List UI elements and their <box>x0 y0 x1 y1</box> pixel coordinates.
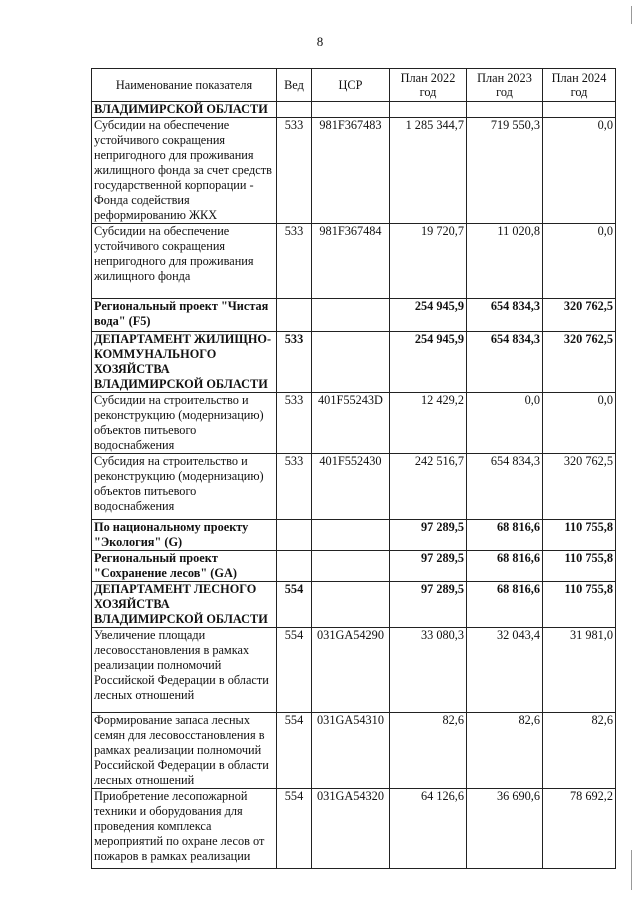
table-row <box>92 102 616 118</box>
cell-name: ВЛАДИМИРСКОЙ ОБЛАСТИ <box>92 102 277 118</box>
cell-plan-2024: 31 981,0 <box>543 628 616 713</box>
cell-plan-2022: 97 289,5 <box>390 582 467 628</box>
cell-plan-2024: 0,0 <box>543 118 616 224</box>
table-row <box>92 582 616 628</box>
cell-csr: 401F552430 <box>312 454 390 520</box>
cell-plan-2024: 320 762,5 <box>543 332 616 393</box>
header-ved: Вед <box>277 69 312 102</box>
table-row <box>92 454 616 520</box>
header-plan-2023: План 2023 год <box>467 69 543 102</box>
table-row <box>92 713 616 789</box>
cell-plan-2022: 254 945,9 <box>390 299 467 332</box>
table-row <box>92 789 616 869</box>
cell-plan-2023: 68 816,6 <box>467 551 543 582</box>
cell-csr: 981F367483 <box>312 118 390 224</box>
cell-plan-2022: 33 080,3 <box>390 628 467 713</box>
cell-ved: 533 <box>277 118 312 224</box>
table-row <box>92 118 616 224</box>
cell-plan-2024: 320 762,5 <box>543 454 616 520</box>
header-csr: ЦСР <box>312 69 390 102</box>
cell-csr: 981F367484 <box>312 224 390 299</box>
cell-plan-2023: 32 043,4 <box>467 628 543 713</box>
cell-ved <box>277 102 312 118</box>
cell-plan-2023: 68 816,6 <box>467 520 543 551</box>
cell-plan-2024: 110 755,8 <box>543 520 616 551</box>
cell-plan-2022 <box>390 102 467 118</box>
cell-plan-2024: 0,0 <box>543 224 616 299</box>
cell-ved: 533 <box>277 332 312 393</box>
cell-ved: 533 <box>277 393 312 454</box>
cell-ved: 554 <box>277 713 312 789</box>
table-row <box>92 520 616 551</box>
cell-ved: 533 <box>277 454 312 520</box>
cell-csr: 031GA54320 <box>312 789 390 869</box>
cell-name: По национальному проекту "Экология" (G) <box>92 520 277 551</box>
cell-csr <box>312 102 390 118</box>
cell-plan-2022: 1 285 344,7 <box>390 118 467 224</box>
cell-name: Региональный проект "Сохранение лесов" (GA) <box>92 551 277 582</box>
cell-csr <box>312 332 390 393</box>
cell-plan-2023: 68 816,6 <box>467 582 543 628</box>
cell-plan-2024: 0,0 <box>543 393 616 454</box>
table-body <box>92 102 616 869</box>
cell-name: Субсидии на обеспечение устойчивого сокращения непригодного для проживания жилищного фонда <box>92 224 277 299</box>
cell-plan-2023: 654 834,3 <box>467 454 543 520</box>
cell-csr: 401F55243D <box>312 393 390 454</box>
scan-edge-mark <box>631 850 632 890</box>
cell-plan-2024: 78 692,2 <box>543 789 616 869</box>
table-row <box>92 299 616 332</box>
header-name: Наименование показателя <box>92 69 277 102</box>
cell-plan-2024: 110 755,8 <box>543 551 616 582</box>
cell-plan-2024: 82,6 <box>543 713 616 789</box>
cell-name: ДЕПАРТАМЕНТ ЛЕСНОГО ХОЗЯЙСТВА ВЛАДИМИРСКОЙ ОБЛАСТИ <box>92 582 277 628</box>
table-row <box>92 628 616 713</box>
cell-ved <box>277 520 312 551</box>
cell-csr <box>312 582 390 628</box>
cell-plan-2023 <box>467 102 543 118</box>
cell-plan-2023: 654 834,3 <box>467 299 543 332</box>
cell-csr: 031GA54310 <box>312 713 390 789</box>
cell-name: Субсидия на строительство и реконструкцию (модернизацию) объектов питьевого водоснабжения <box>92 454 277 520</box>
cell-plan-2023: 719 550,3 <box>467 118 543 224</box>
cell-name: Увеличение площади лесовосстановления в рамках реализации полномочий Российской Федерации в области лесных отношений <box>92 628 277 713</box>
header-plan-2022: План 2022 год <box>390 69 467 102</box>
cell-plan-2023: 654 834,3 <box>467 332 543 393</box>
cell-plan-2022: 242 516,7 <box>390 454 467 520</box>
header-row <box>92 69 616 102</box>
cell-ved <box>277 299 312 332</box>
cell-plan-2022: 64 126,6 <box>390 789 467 869</box>
cell-plan-2024 <box>543 102 616 118</box>
cell-name: Субсидии на обеспечение устойчивого сокращения непригодного для проживания жилищного фонда за счет средств государственной корпорации - Фонда содействия реформированию ЖКХ <box>92 118 277 224</box>
cell-name: ДЕПАРТАМЕНТ ЖИЛИЩНО-КОММУНАЛЬНОГО ХОЗЯЙСТВА ВЛАДИМИРСКОЙ ОБЛАСТИ <box>92 332 277 393</box>
table-row <box>92 551 616 582</box>
cell-name: Формирование запаса лесных семян для лесовосстановления в рамках реализации полномочий Российской Федерации в области лесных отношений <box>92 713 277 789</box>
cell-ved: 554 <box>277 789 312 869</box>
cell-plan-2022: 97 289,5 <box>390 551 467 582</box>
scan-edge-mark <box>631 6 632 24</box>
cell-plan-2022: 19 720,7 <box>390 224 467 299</box>
cell-plan-2023: 82,6 <box>467 713 543 789</box>
header-plan-2024: План 2024 год <box>543 69 616 102</box>
cell-name: Приобретение лесопожарной техники и оборудования для проведения комплекса мероприятий по охране лесов от пожаров в рамках реализации <box>92 789 277 869</box>
cell-plan-2023: 11 020,8 <box>467 224 543 299</box>
cell-csr <box>312 551 390 582</box>
cell-plan-2022: 12 429,2 <box>390 393 467 454</box>
cell-ved: 554 <box>277 628 312 713</box>
table-row <box>92 224 616 299</box>
cell-plan-2024: 320 762,5 <box>543 299 616 332</box>
cell-plan-2024: 110 755,8 <box>543 582 616 628</box>
cell-csr <box>312 299 390 332</box>
cell-ved <box>277 551 312 582</box>
cell-plan-2023: 0,0 <box>467 393 543 454</box>
cell-plan-2023: 36 690,6 <box>467 789 543 869</box>
budget-table <box>91 68 616 869</box>
cell-ved: 554 <box>277 582 312 628</box>
cell-plan-2022: 254 945,9 <box>390 332 467 393</box>
cell-plan-2022: 82,6 <box>390 713 467 789</box>
table-row <box>92 393 616 454</box>
cell-name: Субсидии на строительство и реконструкцию (модернизацию) объектов питьевого водоснабжения <box>92 393 277 454</box>
cell-csr: 031GA54290 <box>312 628 390 713</box>
cell-ved: 533 <box>277 224 312 299</box>
cell-plan-2022: 97 289,5 <box>390 520 467 551</box>
cell-name: Региональный проект "Чистая вода" (F5) <box>92 299 277 332</box>
cell-csr <box>312 520 390 551</box>
page-number: 8 <box>316 34 324 49</box>
table-row <box>92 332 616 393</box>
